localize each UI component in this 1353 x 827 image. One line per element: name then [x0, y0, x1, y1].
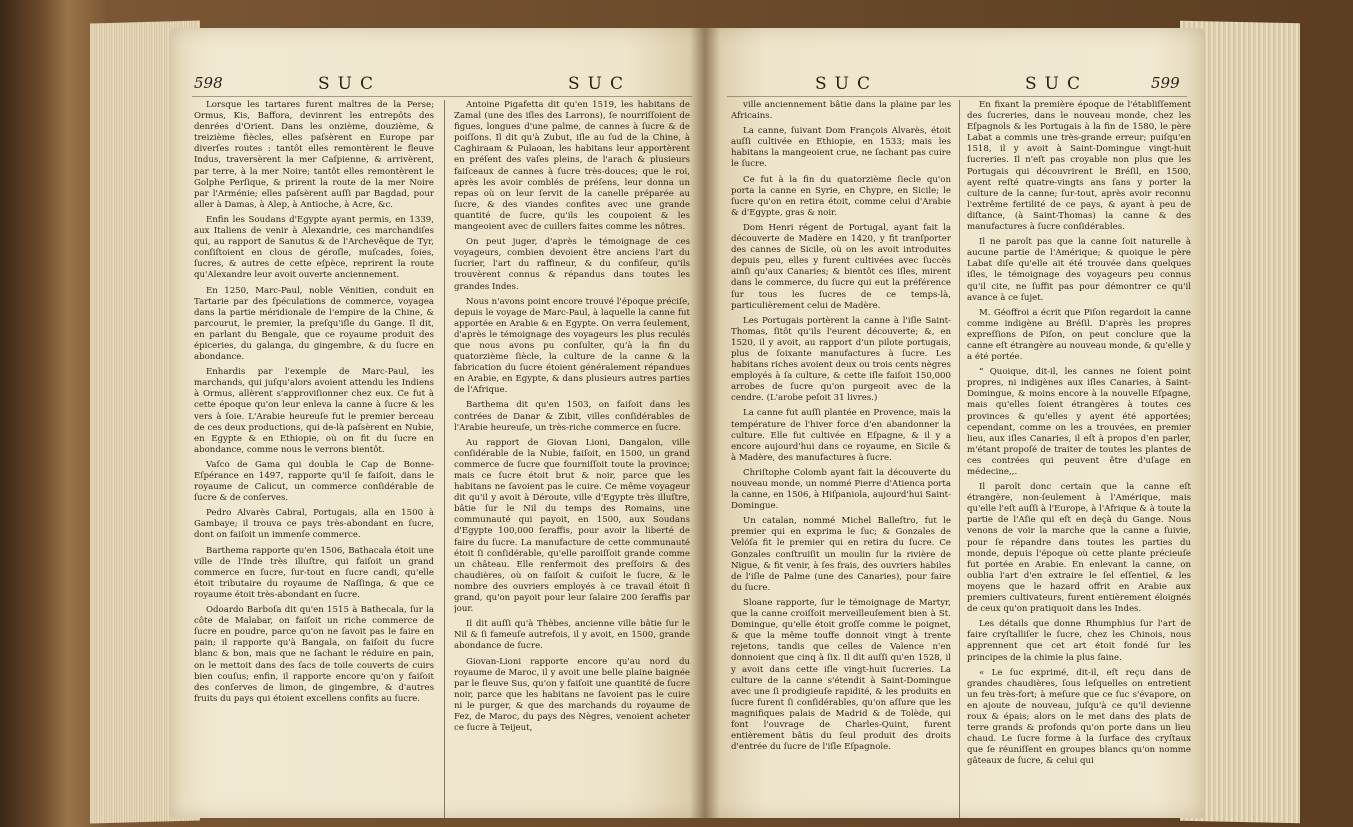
- paragraph: Sloane rapporte, ſur le témoignage de Martyr, que la canne croiſſoit merveilleuſement bien à St. Domingue, qu'elle étoit groſſe comme le poignet, & que la même touffe donnoit vingt à trente rejetons, tandis que celles de Valence n'en donnoient que cinq à ſix. Il dit auſſi qu'en 1528, il y avoit dans cette iſle vingt-huit ſucreries. La culture de la canne s'étendit à Saint-Domingue avec une ſi prodigieuſe rapidité, & les produits en ſucre furent ſi conſidérables, qu'on aſſure que les magnifiques palais de Madrid & de Tolède, qui font l'ouvrage de Charles-Quint, furent entièrement bâtis du ſeul produit des droits d'entrée du ſucre de l'iſle Eſpagnole.: [731, 597, 951, 753]
- paragraph: Au rapport de Giovan Lioni, Dangalon, ville conſidérable de la Nubie, faiſoit, en 1500, un grand commerce de ſucre que fourniſſoit toute la province; mais ce ſucre étoit brut & noir, parce que les habitans ne ſavoient pas le cuire. Ce même voyageur dit qu'il y avoit à Déroute, ville d'Egypte très illuſtre, bâtie ſur le Nil du temps des Romains, une communauté qui payoit, en 1500, aux Soudans d'Egypte 100,000 ſeraffis, pour avoir la liberté de faire du ſucre. La manufacture de cette communauté étoit ſi conſidérable, qu'elle paroiſſoit grande comme un château. Elle renfermoit des preſſoirs & des chaudières, où on faiſoit & cuiſoit le ſucre, & le nombre des ouvriers employés à ce travail étoit ſi grand, qu'on payoit pour leur ſalaire 200 ſeraffis par jour.: [454, 437, 690, 615]
- header-rule-left: [192, 96, 692, 97]
- paragraph: Ce fut à la fin du quatorzième ſiecle qu'on porta la canne en Syrie, en Chypre, en Sicile; le ſucre qu'on en retira étoit, comme celui d'Arabie & d'Egypte, gras & noir.: [731, 174, 951, 218]
- text-column-2: [454, 100, 690, 818]
- paragraph: M. Géoffroi a écrit que Piſon regardoit la canne comme indigène au Bréſil. D'après les propres expreſſions de Piſon, on peut conclure que la canne eſt étrangère au nouveau monde, & qu'elle y a été portée.: [967, 307, 1191, 363]
- paragraph: Lorsque les tartares furent maîtres de la Perse; Ormus, Kis, Baffora, devinrent les entrepôts des denrées d'Orient. Dans les onzième, douzième, & treizième fiècles, elles paſsèrent en Europe par diverſes routes : tantôt elles remontèrent le fleuve Indus, traversèrent la mer Caſpienne, & arrivèrent, par terre, à la mer Noire; tantôt elles remontèrent le Golphe Perſique, & prirent la route de la mer Noire par l'Arménie; elles paſsèrent auſſi par Bagdad, pour aller à Damas, à Alep, à Antioche, à Acre, &c.: [194, 100, 434, 210]
- paragraph: La canne fut auſſi plantée en Provence, mais la température de l'hiver force d'en abandonner la culture. Elle fut cultivée en Eſpagne, & il y a encore aujourd'hui dans ce royaume, en Sicile & à Madère, des manufactures à ſucre.: [731, 408, 951, 463]
- paragraph: Enhardis par l'exemple de Marc-Paul, les marchands, qui juſqu'alors avoient attendu les Indiens à Ormus, allèrent s'approviſionner chez eux. Ce fut à cette époque qu'on leur enleva la canne à ſucre & les vers à ſoie. L'Arabie heureuſe fut le premier berceau de ces deux productions, qui de-là paſsèrent en Nubie, en Egypte & en Ethiopie, où on fit du ſucre en abondance, comme nous le verrons bientôt.: [194, 367, 434, 455]
- paragraph: Il paroît donc certain que la canne eſt étrangère, non-ſeulement à l'Amérique, mais qu'elle l'eſt auſſi à l'Europe, à l'Afrique & à toute la partie de l'Aſie qui eſt en deçà du Gange. Nous venons de voir la marche que la canne a ſuivie, pour ſe répandre dans toutes les parties du monde, depuis l'époque où cette plante précieuſe fut portée en Arabie. En enlevant la canne, on oublia l'art d'en extraire le ſel eſſentiel, & les moyens que le hazard offrit en Arabie aux premiers cultivateurs, furent entièrement éloignés de ceux qu'on pratiquoit dans les Indes.: [967, 482, 1191, 615]
- paragraph: La canne, ſuivant Dom François Alvarès, étoit auſſi cultivée en Ethiopie, en 1533; mais les habitans la mangeoient crue, ne ſachant pas cuire le ſucre.: [731, 126, 951, 170]
- paragraph: En fixant la première époque de l'établiſſement des ſucreries, dans le nouveau monde, chez les Eſpagnols & les Portugais à la fin de 1580, le père Labat a commis une très-grande erreur; puiſqu'en 1518, il y avoit à Saint-Domingue vingt-huit ſucreries. Il n'eſt pas croyable non plus que les Portugais qui découvrirent le Bréſil, en 1500, ayent reſté quatre-vingts ans ſans y porter la culture de la canne; ſur-tout, après avoir reconnu l'extrême fertilité de ce pays, & ayant à peu de diſtance, (à Saint-Thomas) la canne & des manufactures à ſucre conſidérables.: [967, 100, 1191, 233]
- paragraph: Vaſco de Gama qui doubla le Cap de Bonne-Eſpérance en 1497, rapporte qu'il ſe faiſoit, dans le royaume de Calicut, un commerce conſidérable de ſucre & de conſerves.: [194, 459, 434, 504]
- right-page: [705, 28, 1205, 818]
- page-number-right: 599: [1151, 74, 1180, 92]
- book-gutter: [690, 28, 720, 818]
- paragraph: Odoardo Barboſa dit qu'en 1515 à Bathecala, ſur la côte de Malabar, on faiſoit un riche commerce de ſucre en poudre, parce qu'on ne ſavoit pas le faire en pain; il rapporte qu'à Bangala, on faiſoit du ſucre blanc & bon, mais que ne ſachant le réduire en pain, on le mettoit dans des ſacs de toile couverts de cuirs bien couſus; enfin, il rapporte encore qu'on y faiſoit des conſerves de limon, de gingembre, & d'autres fruits du pays qui étoient excellens confits au ſucre.: [194, 605, 434, 704]
- paragraph: Il dit auſſi qu'à Thèbes, ancienne ville bâtie ſur le Nil & ſi fameuſe autrefois, il y avoit, en 1500, grande abondance de ſucre.: [454, 619, 690, 652]
- text-column-1: [194, 100, 434, 818]
- running-head-col1: SUC: [318, 74, 381, 94]
- left-page: [170, 28, 705, 818]
- paragraph: Dom Henri régent de Portugal, ayant fait la découverte de Madère en 1420, y fit tranſporter des cannes de Sicile, où on les avoit introduites depuis peu, elles y furent cultivées avec ſuccès ainſi qu'aux Canaries; & bientôt ces iſles, mirent dans le commerce, du ſucre qui eut la préférence ſur tous les ſucres de ce temps-là, particulièrement celui de Madère.: [731, 222, 951, 311]
- paragraph: Giovan-Lioni rapporte encore qu'au nord du royaume de Maroc, il y avoit une belle plaine baignée par le fleuve Sus, qu'on y faiſoit une quantité de ſucre noir, parce que les habitans ne ſavoient pas le cuire ni le purger, & que des marchands du royaume de Fez, de Maroc, du pays des Nègres, venoient acheter ce ſucre à Teijeut,: [454, 656, 690, 734]
- paragraph: Antoine Pigafetta dit qu'en 1519, les habitans de Zamal (une des iſles des Larrons), ſe nourriſſoient de figues, longues d'une palme, de cannes à ſucre & de poiſſons. Il dit qu'à Zubut, iſle au ſud de la Chine, à Caghiraam & Pulaoan, les habitans leur apportèrent en préſent des vaſes pleins, de l'arach & plusieurs faiſceaux de cannes à ſucre très-douces; que le roi, après les avoir comblés de préſens, leur donna un repas où on leur ſervit de la canelle préparée au ſucre, & des viandes confites avec une grande quantité de ſucre, qu'ils les coupoient & les mangeoient avec de cuillers faites comme les nôtres.: [454, 100, 690, 233]
- paragraph: Les Portugais portèrent la canne à l'iſle Saint-Thomas, ſitôt qu'ils l'eurent découverte; &, en 1520, il y avoit, au rapport d'un pilote portugais, plus de ſoixante manufactures à ſucre. Les habitans riches avoient deux ou trois cents nègres employés à ſa culture, & cette iſle faiſoit 150,000 arrobes de ſucre qu'on purgeoit avec de la cendre. (L'arobe peſoit 31 livres.): [731, 315, 951, 404]
- running-head-col4: SUC: [1025, 74, 1088, 94]
- running-head-col3: SUC: [815, 74, 878, 94]
- paragraph: Barthema dit qu'en 1503, on faiſoit dans les contrées de Danar & Zibit, villes conſidérables de l'Arabie heureuſe, un très-riche commerce en ſucre.: [454, 400, 690, 433]
- text-column-4: [967, 100, 1191, 818]
- paragraph: ville anciennement bâtie dans la plaine par les Africains.: [731, 100, 951, 122]
- paragraph: Un catalan, nommé Michel Balleſtro, fut le premier qui en exprima le ſuc; & Gonzales de Velóſa fit le premier qui en retira du ſucre. Ce Gonzales conſtruiſit un moulin ſur la rivière de Nigue, & fit venir, à ſes frais, des ouvriers habiles de l'iſle de Palme (une des Canaries), pour faire du ſucre.: [731, 516, 951, 593]
- running-head-col2: SUC: [568, 74, 631, 94]
- column-divider-right: [959, 100, 960, 818]
- text-column-3: [731, 100, 951, 818]
- paragraph: En 1250, Marc-Paul, noble Vénitien, conduit en Tartarie par des ſpéculations de commerce, voyagea dans la partie méridionale de l'empire de la Chine, & parcourut, le premier, la preſqu'iſle du Gange. Il dit, en parlant du Bengale, que ce royaume produit des épiceries, du galanga, du gingembre, & du ſucre en abondance.: [194, 285, 434, 363]
- paragraph: Il ne paroît pas que la canne ſoit naturelle à aucune partie de l'Amérique; & quoique le père Labat diſe qu'elle ait été trouvée dans quelques iſles, le témoignage des voyageurs peu connus qu'il cite, ne ſuffit pas pour démontrer ce qu'il avance à ce ſujet.: [967, 237, 1191, 303]
- paragraph: Enfin les Soudans d'Egypte ayant permis, en 1339, aux Italiens de venir à Alexandrie, ces marchandiſes qui, au rapport de Sanutus & de l'Archevêque de Tyr, conſiſtoient en clous de géroſle, muſcades, ſoies, ſucres, & autres de cette eſpèce, reprirent la route qu'Alexandre leur avoit ouverte anciennement.: [194, 214, 434, 281]
- paragraph: “ Quoique, dit-il, les cannes ne ſoient point propres, ni indigènes aux iſles Canaries, à Saint-Domingue, & moins encore à la nouvelle Eſpagne, mais qu'elles ſoient étrangères à toutes ces provinces & qu'elles y ayent été apportées; cependant, comme on les a trouvées, en premier lieu, aux iſles Canaries, il eſt à propos d'en parler, m'étant propoſé de traiter de toutes les plantes de ces contrées qui peuvent être d'uſage en médecine,,.: [967, 367, 1191, 477]
- page-number-left: 598: [194, 74, 223, 92]
- header-rule-right: [727, 96, 1187, 97]
- paragraph: Les détails que donne Rhumphius ſur l'art de faire cryſtalliſer le ſucre, chez les Chinois, nous apprennent que cet art étoit fondé ſur les principes de la chimie la plus ſaine.: [967, 619, 1191, 663]
- paragraph: « Le ſuc exprimé, dit-il, eſt reçu dans de grandes chaudières, ſous leſquelles on entretient un feu très-fort; à meſure que ce ſuc s'évapore, on en ajoute de nouveau, juſqu'à ce qu'il devienne roux & épais; alors on le met dans des plats de terre grands & profonds qu'on porte dans un lieu chaud. Le ſucre forme à la ſurface des cryſtaux que ſe réuniſſent en groupes blancs qu'on nomme gâteaux de ſucre, & celui qui: [967, 667, 1191, 767]
- paragraph: On peut juger, d'après le témoignage de ces voyageurs, combien devoient être anciens l'art du ſucrier, l'art du raffineur, & du confiſeur, qu'ils trouvèrent connus & répandus dans toutes les grandes Indes.: [454, 237, 690, 292]
- paragraph: Pedro Alvarès Cabral, Portugais, alla en 1500 à Gambaye; il trouva ce pays très-abondant en ſucre, dont on faiſoit un immenſe commerce.: [194, 508, 434, 541]
- paragraph: Barthema rapporte qu'en 1506, Bathacala étoit une ville de l'Inde très illuſtre, qui faiſoit un grand commerce en ſucre, ſur-tout en ſucre candi, qu'elle étoit tributaire du royaume de Naſſinga, & que ce royaume étoit très-abondant en ſucre.: [194, 545, 434, 600]
- paragraph: Chriſtophe Colomb ayant fait la découverte du nouveau monde, un nommé Pierre d'Atienca porta la canne, en 1506, à Hiſpaniola, aujourd'hui Saint-Domingue.: [731, 467, 951, 512]
- column-divider-left: [444, 100, 445, 818]
- paragraph: Nous n'avons point encore trouvé l'époque préciſe, depuis le voyage de Marc-Paul, à laquelle la canne fut apportée en Arabie & en Egypte. On verra ſeulement, d'après le témoignage des voyageurs les plus reculés que nous avons pu conſulter, qu'à la fin du quatorzième ſiècle, la culture de la canne & la fabrication du ſucre étoient généralement répandues en Arabie, en Egypte, & dans plusieurs autres parties de l'Afrique.: [454, 296, 690, 396]
